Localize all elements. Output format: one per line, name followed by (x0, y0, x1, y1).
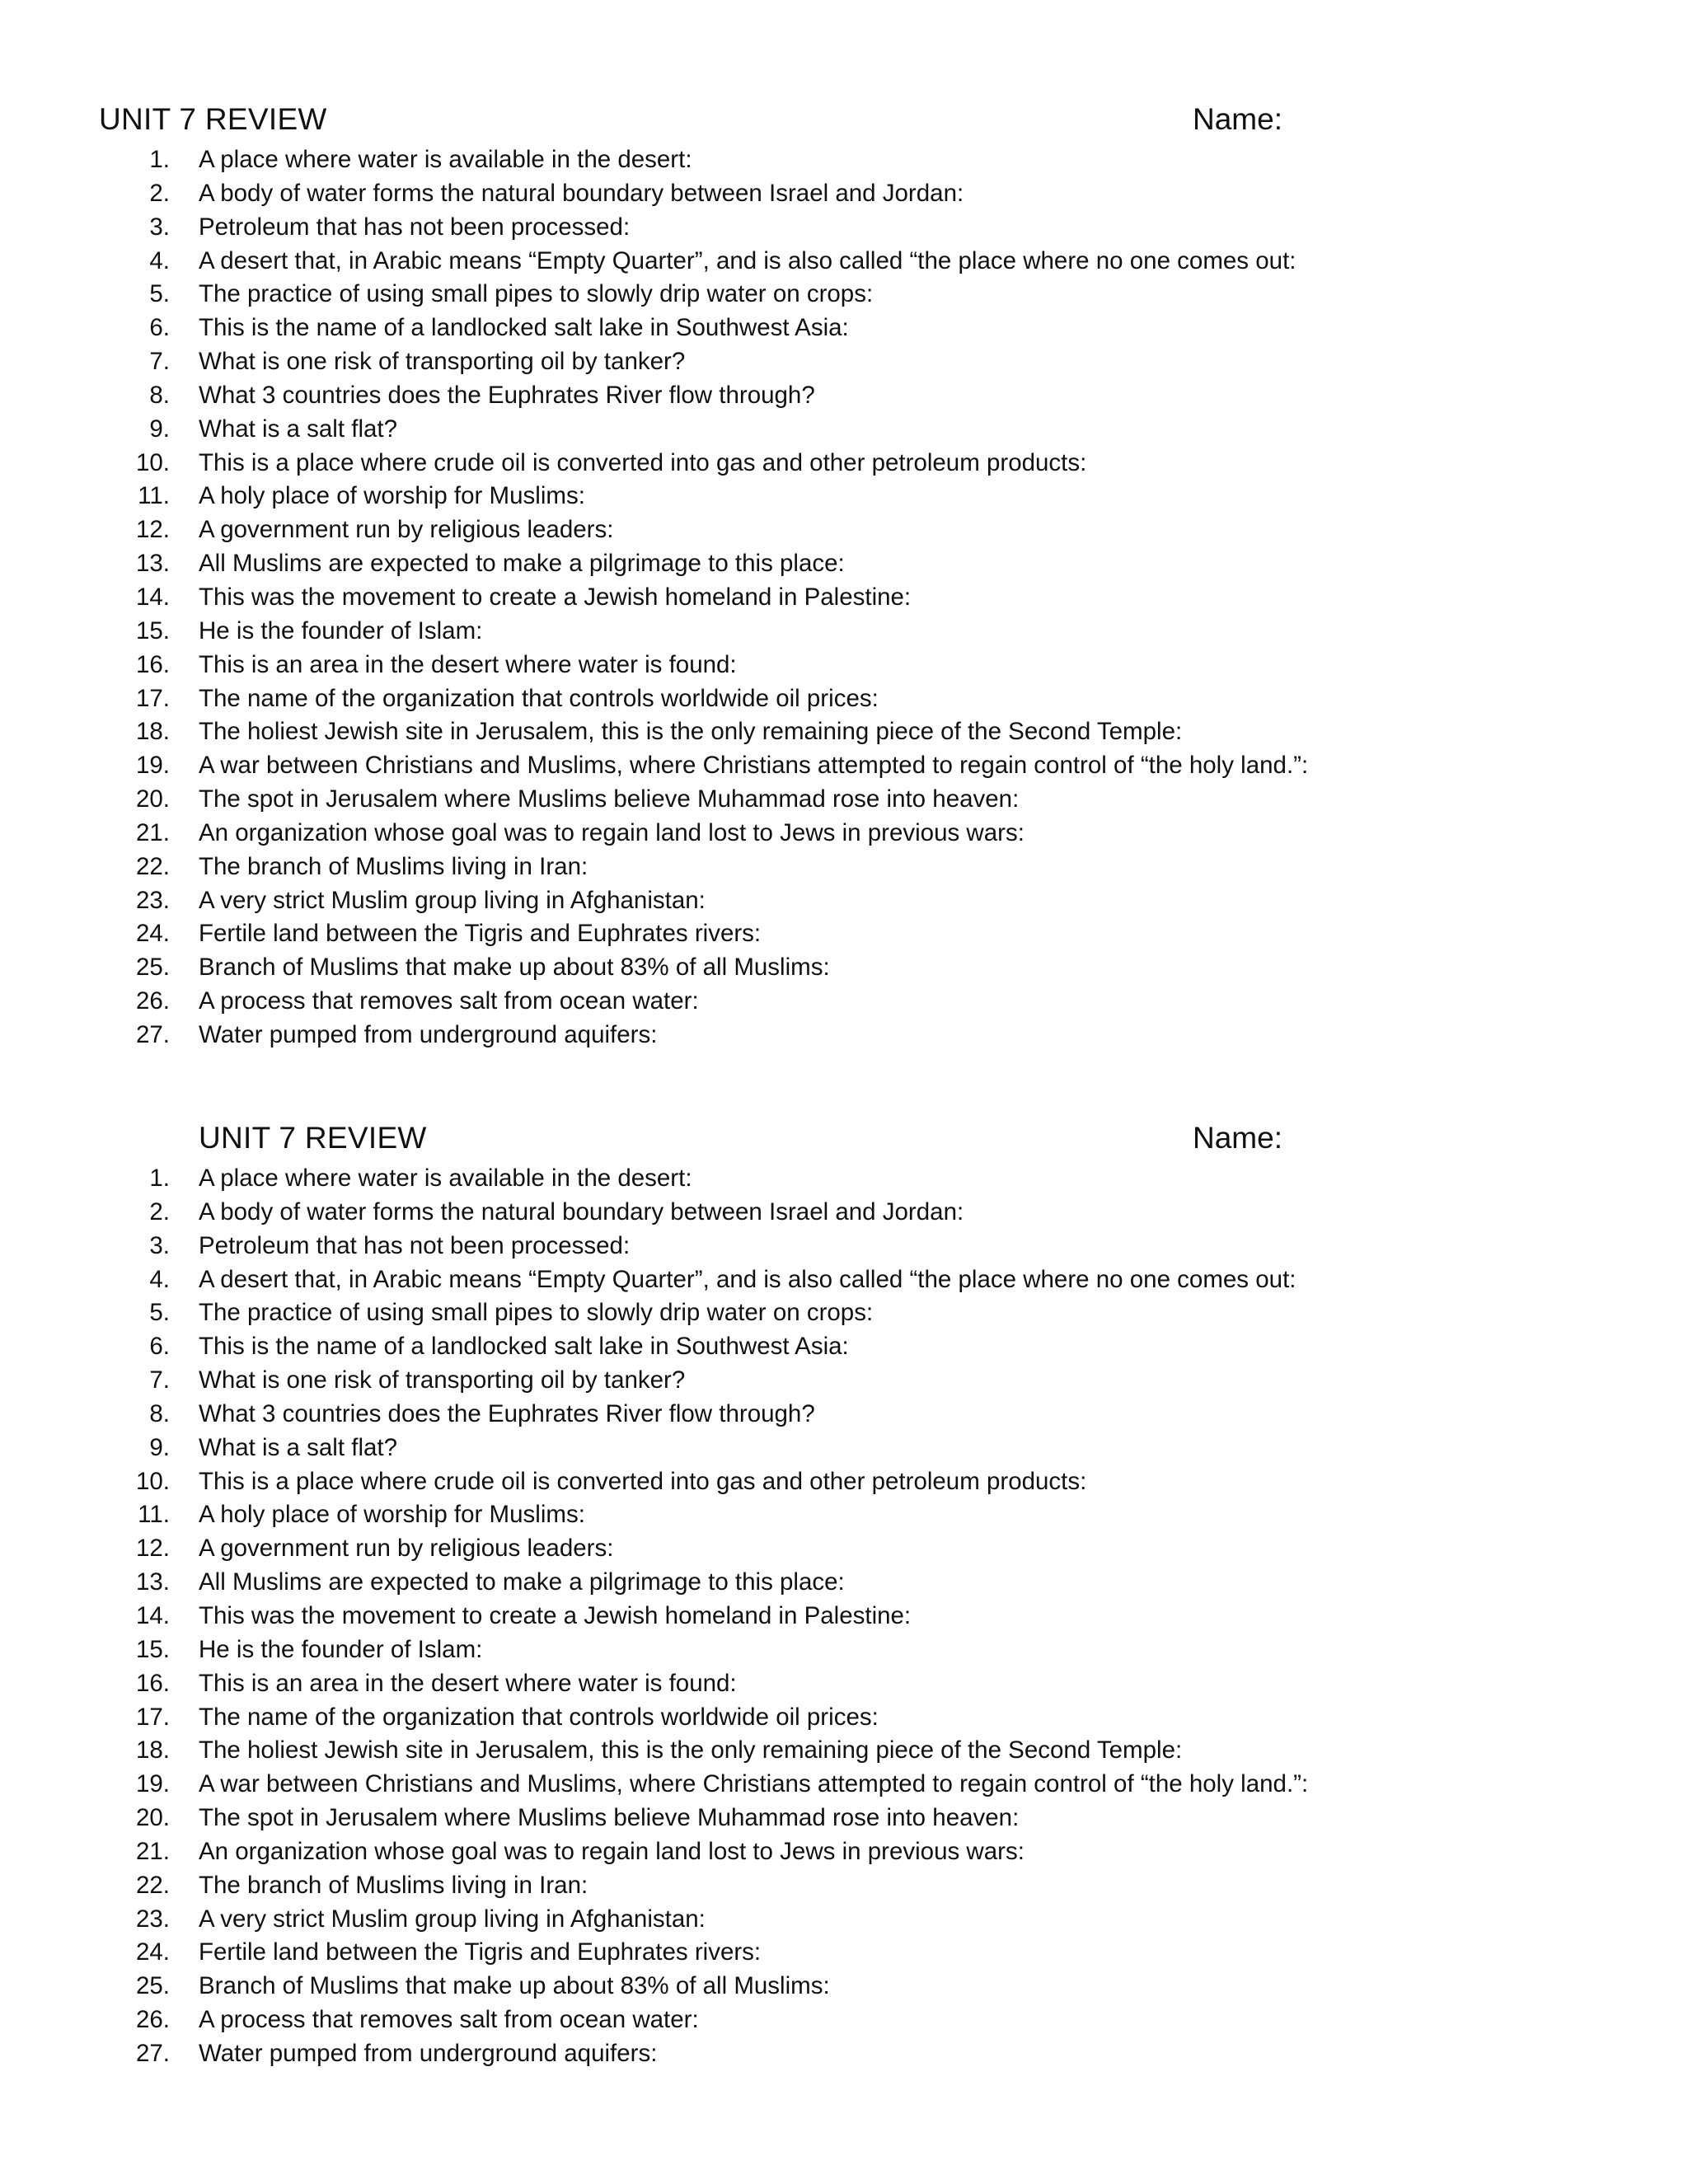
question-number: 15. (135, 1635, 170, 1663)
question-item (0, 1701, 1688, 1735)
question-text: Branch of Muslims that make up about 83% of all Muslims: (199, 954, 830, 982)
question-item (0, 1734, 1688, 1768)
question-number: 18. (135, 1736, 170, 1765)
question-item (0, 547, 1688, 581)
question-item (0, 615, 1688, 649)
question-number: 8. (149, 1399, 170, 1427)
question-text: This is a place where crude oil is converted into gas and other petroleum products: (199, 448, 1087, 476)
question-item (0, 447, 1688, 480)
question-number: 15. (135, 616, 170, 644)
question-number: 7. (149, 1366, 170, 1394)
question-number: 25. (135, 954, 170, 982)
review-title: UNIT 7 REVIEW (199, 1121, 427, 1155)
question-text: This is a place where crude oil is converted into gas and other petroleum products: (199, 1467, 1087, 1495)
question-item (0, 1465, 1688, 1499)
question-item (0, 177, 1688, 211)
question-item (0, 1532, 1688, 1566)
question-number: 23. (135, 886, 170, 914)
question-number: 13. (135, 550, 170, 578)
question-text: A body of water forms the natural boundary between Israel and Jordan: (199, 179, 964, 207)
question-number: 22. (135, 852, 170, 880)
question-item (0, 1196, 1688, 1230)
question-text: The name of the organization that controls worldwide oil prices: (199, 684, 879, 712)
question-item (0, 917, 1688, 951)
question-number: 8. (149, 381, 170, 409)
question-number: 23. (135, 1905, 170, 1933)
question-item (0, 1162, 1688, 1196)
question-number: 13. (135, 1568, 170, 1596)
question-number: 2. (149, 1197, 170, 1226)
question-number: 1. (149, 146, 170, 173)
question-item (0, 817, 1688, 851)
question-number: 5. (149, 1299, 170, 1327)
review-title: UNIT 7 REVIEW (99, 102, 327, 136)
question-text: A holy place of worship for Muslims: (199, 1501, 585, 1529)
question-text: The practice of using small pipes to slowly drip water on crops: (199, 1299, 874, 1327)
question-text: What 3 countries does the Euphrates River flow through? (199, 381, 815, 409)
question-number: 16. (135, 1669, 170, 1697)
question-item (0, 783, 1688, 817)
question-number: 11. (138, 1501, 170, 1529)
question-list (0, 143, 1688, 1052)
question-text: Water pumped from underground aquifers: (199, 1020, 658, 1048)
question-text: What is one risk of transporting oil by tanker? (199, 348, 686, 376)
question-number: 17. (135, 684, 170, 712)
question-item (0, 2004, 1688, 2037)
question-item (0, 143, 1688, 177)
question-number: 19. (135, 1770, 170, 1798)
question-text: Petroleum that has not been processed: (199, 1231, 631, 1259)
question-text: This is an area in the desert where water is found: (199, 650, 737, 678)
question-item (0, 749, 1688, 783)
question-number: 22. (135, 1871, 170, 1899)
question-item (0, 245, 1688, 279)
question-item (0, 1835, 1688, 1869)
question-item (0, 379, 1688, 413)
review-sheet-2 (0, 1116, 1688, 2071)
question-number: 14. (135, 1601, 170, 1629)
question-item (0, 649, 1688, 682)
question-text: This is the name of a landlocked salt lake in Southwest Asia: (199, 1333, 849, 1361)
question-number: 6. (149, 1333, 170, 1361)
question-text: A process that removes salt from ocean water: (199, 2006, 699, 2034)
question-number: 4. (149, 246, 170, 274)
question-text: The branch of Muslims living in Iran: (199, 852, 588, 880)
question-text: A war between Christians and Muslims, where Christians attempted to regain control of “the holy land.”: (199, 752, 1309, 780)
question-text: A government run by religious leaders: (199, 516, 614, 544)
question-item (0, 278, 1688, 312)
question-item (0, 884, 1688, 918)
question-item (0, 1936, 1688, 1970)
question-item (0, 312, 1688, 345)
question-text: Fertile land between the Tigris and Euphrates rivers: (199, 1938, 762, 1966)
question-number: 11. (138, 482, 170, 510)
question-number: 10. (135, 1467, 170, 1495)
question-item (0, 1869, 1688, 1903)
question-text: A very strict Muslim group living in Afghanistan: (199, 886, 706, 914)
question-text: This is the name of a landlocked salt lake in Southwest Asia: (199, 314, 849, 342)
question-number: 20. (135, 785, 170, 813)
question-text: Fertile land between the Tigris and Euphrates rivers: (199, 920, 762, 948)
name-label: Name: (1193, 102, 1282, 136)
question-text: A war between Christians and Muslims, where Christians attempted to regain control of “the holy land.”: (199, 1770, 1309, 1798)
question-text: A desert that, in Arabic means “Empty Quarter”, and is also called “the place where no one comes out: (199, 1265, 1296, 1293)
question-number: 2. (149, 179, 170, 207)
question-number: 6. (149, 314, 170, 342)
question-text: A place where water is available in the desert: (199, 146, 692, 173)
question-number: 18. (135, 718, 170, 746)
question-text: All Muslims are expected to make a pilgrimage to this place: (199, 550, 845, 578)
question-item (0, 1970, 1688, 2004)
review-header (0, 1116, 1688, 1162)
question-item (0, 1398, 1688, 1432)
question-number: 5. (149, 280, 170, 308)
question-text: The branch of Muslims living in Iran: (199, 1871, 588, 1899)
question-number: 3. (149, 213, 170, 241)
question-number: 24. (135, 1938, 170, 1966)
question-item (0, 985, 1688, 1019)
question-number: 17. (135, 1703, 170, 1731)
question-item (0, 2037, 1688, 2071)
question-item (0, 211, 1688, 245)
question-number: 21. (135, 1837, 170, 1865)
question-number: 25. (135, 1972, 170, 2000)
question-item (0, 851, 1688, 884)
question-item (0, 682, 1688, 716)
question-text: An organization whose goal was to regain land lost to Jews in previous wars: (199, 1837, 1025, 1865)
question-number: 24. (135, 920, 170, 948)
question-text: He is the founder of Islam: (199, 616, 483, 644)
question-number: 12. (135, 516, 170, 544)
question-number: 9. (149, 415, 170, 443)
question-number: 19. (135, 752, 170, 780)
review-sheet-1 (0, 97, 1688, 1052)
question-item (0, 1296, 1688, 1330)
question-text: What 3 countries does the Euphrates River flow through? (199, 1399, 815, 1427)
question-item (0, 715, 1688, 749)
question-number: 27. (135, 2039, 170, 2067)
question-number: 9. (149, 1433, 170, 1461)
question-number: 10. (135, 448, 170, 476)
question-item (0, 1263, 1688, 1297)
question-text: The spot in Jerusalem where Muslims believe Muhammad rose into heaven: (199, 785, 1020, 813)
question-text: All Muslims are expected to make a pilgrimage to this place: (199, 1568, 845, 1596)
question-item (0, 1566, 1688, 1600)
question-item (0, 345, 1688, 379)
question-text: This is an area in the desert where water is found: (199, 1669, 737, 1697)
question-text: The holiest Jewish site in Jerusalem, this is the only remaining piece of the Second Temple: (199, 718, 1183, 746)
question-number: 3. (149, 1231, 170, 1259)
question-number: 27. (135, 1020, 170, 1048)
question-item (0, 1633, 1688, 1667)
question-number: 26. (135, 987, 170, 1015)
question-item (0, 1903, 1688, 1937)
question-text: The practice of using small pipes to slowly drip water on crops: (199, 280, 874, 308)
question-text: What is one risk of transporting oil by tanker? (199, 1366, 686, 1394)
question-item (0, 1600, 1688, 1633)
question-item (0, 1802, 1688, 1835)
question-text: The spot in Jerusalem where Muslims believe Muhammad rose into heaven: (199, 1804, 1020, 1832)
question-text: A process that removes salt from ocean water: (199, 987, 699, 1015)
name-label: Name: (1193, 1121, 1282, 1155)
question-number: 16. (135, 650, 170, 678)
question-item (0, 513, 1688, 547)
question-number: 7. (149, 348, 170, 376)
question-number: 14. (135, 583, 170, 611)
question-item (0, 1019, 1688, 1052)
question-text: Branch of Muslims that make up about 83% of all Muslims: (199, 1972, 830, 2000)
question-item (0, 1330, 1688, 1364)
question-text: The holiest Jewish site in Jerusalem, this is the only remaining piece of the Second Temple: (199, 1736, 1183, 1765)
question-text: A place where water is available in the desert: (199, 1165, 692, 1192)
question-number: 26. (135, 2006, 170, 2034)
question-text: Water pumped from underground aquifers: (199, 2039, 658, 2067)
question-text: Petroleum that has not been processed: (199, 213, 631, 241)
question-text: A body of water forms the natural boundary between Israel and Jordan: (199, 1197, 964, 1226)
question-number: 21. (135, 818, 170, 846)
question-text: This was the movement to create a Jewish homeland in Palestine: (199, 583, 912, 611)
question-number: 4. (149, 1265, 170, 1293)
question-number: 20. (135, 1804, 170, 1832)
question-text: A government run by religious leaders: (199, 1535, 614, 1563)
question-text: A holy place of worship for Muslims: (199, 482, 585, 510)
question-item (0, 1364, 1688, 1398)
review-header (0, 97, 1688, 143)
question-item (0, 413, 1688, 447)
question-text: A desert that, in Arabic means “Empty Quarter”, and is also called “the place where no one comes out: (199, 246, 1296, 274)
question-item (0, 1498, 1688, 1532)
question-number: 1. (149, 1165, 170, 1192)
question-item (0, 480, 1688, 513)
question-text: A very strict Muslim group living in Afghanistan: (199, 1905, 706, 1933)
question-item (0, 1432, 1688, 1465)
question-number: 12. (135, 1535, 170, 1563)
question-text: The name of the organization that controls worldwide oil prices: (199, 1703, 879, 1731)
question-item (0, 951, 1688, 985)
question-item (0, 1230, 1688, 1263)
question-text: What is a salt flat? (199, 1433, 398, 1461)
question-item (0, 1667, 1688, 1701)
question-item (0, 581, 1688, 615)
question-text: He is the founder of Islam: (199, 1635, 483, 1663)
question-text: What is a salt flat? (199, 415, 398, 443)
question-item (0, 1768, 1688, 1802)
question-text: An organization whose goal was to regain land lost to Jews in previous wars: (199, 818, 1025, 846)
question-text: This was the movement to create a Jewish homeland in Palestine: (199, 1601, 912, 1629)
question-list (0, 1162, 1688, 2071)
